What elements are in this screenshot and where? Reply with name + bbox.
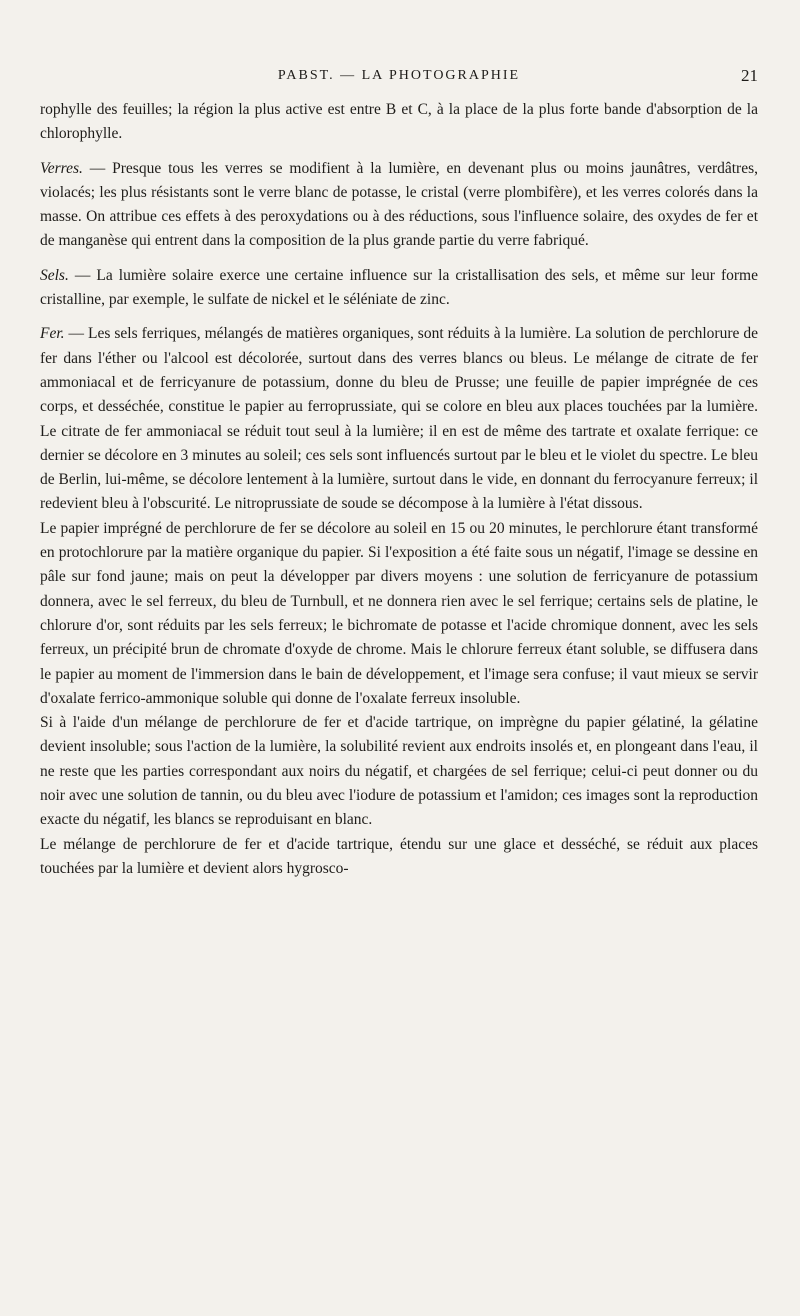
- paragraph-text: — Les sels ferriques, mélangés de matières organiques, sont réduits à la lumière. La solution de perchlorure de fer dans l'éther ou l'alcool est décolorée, surtout dans des verres blancs ou bleus. Le mélange de citrate de fer ammoniacal et de ferricyanure de potassium, donne du bleu de Prusse; une feuille de papier imprégnée de ces corps, et desséchée, constitue le papier au ferroprussiate, qui se colore en bleu aux places touchées par la lumière. Le citrate de fer ammoniacal se réduit tout seul à la lumière; il en est de même des tartrate et oxalate ferrique: ce dernier se décolore en 3 minutes au soleil; ces sels sont influencés surtout par le bleu et le violet du spectre. Le bleu de Berlin, lui-même, se décolore lentement à la lumière, surtout dans le vide, en donnant du ferrocyanure ferreux; il redevient bleu à l'obscurité. Le nitroprussiate de soude se décompose à la lumière à l'état dissous.: [40, 325, 758, 513]
- paragraph-perchlorure-paper: [40, 517, 758, 711]
- paragraph-gelatin-paper: [40, 711, 758, 832]
- paragraph-verres: [40, 157, 758, 254]
- page-number: 21: [741, 66, 758, 85]
- paragraph-text: — La lumière solaire exerce une certaine influence sur la cristallisation des sels, et même sur leur forme cristalline, par exemple, le sulfate de nickel et le séléniate de zinc.: [40, 266, 758, 309]
- paragraph-chlorophyll-continuation: [40, 98, 758, 147]
- paragraph-text: rophylle des feuilles; la région la plus active est entre B et C, à la place de la plus forte bande d'absorption de la chlorophylle.: [40, 101, 758, 143]
- running-header: [40, 66, 758, 90]
- body-text: [40, 98, 758, 881]
- paragraph-lead: Fer.: [40, 325, 65, 343]
- paragraph-glass-plate: [40, 833, 758, 882]
- running-title: PABST. — LA PHOTOGRAPHIE: [277, 68, 521, 83]
- paragraph-text: — Presque tous les verres se modifient à la lumière, en devenant plus ou moins jaunâtres, verdâtres, violacés; les plus résistants sont le verre blanc de potasse, le cristal (verre plombifère), et les verres colorés dans la masse. On attribue ces effets à des peroxydations ou à des réductions, sous l'influence solaire, des oxydes de fer et de manganèse qui entrent dans la composition de la plus grande partie du verre fabriqué.: [40, 159, 758, 250]
- paragraph-fer: [40, 322, 758, 516]
- paragraph-text: Si à l'aide d'un mélange de perchlorure de fer et d'acide tartrique, on imprègne du papier gélatiné, la gélatine devient insoluble; sous l'action de la lumière, la solubilité revient aux endroits insolés et, en plongeant dans l'eau, il ne reste que les parties correspondant aux noirs du négatif, et chargées de sel ferrique; celui-ci peut donner ou du noir avec une solution de tannin, ou du bleu avec l'iodure de potassium et l'amidon; ces images sont la reproduction exacte du négatif, les blancs se reproduisant en blanc.: [40, 714, 758, 829]
- paragraph-lead: Sels.: [40, 266, 69, 284]
- paragraph-sels: [40, 264, 758, 313]
- paragraph-text: Le mélange de perchlorure de fer et d'acide tartrique, étendu sur une glace et desséché, se réduit aux places touchées par la lumière et devient alors hygrosco-: [40, 835, 758, 877]
- paragraph-lead: Verres.: [40, 159, 83, 177]
- paragraph-text: Le papier imprégné de perchlorure de fer se décolore au soleil en 15 ou 20 minutes, le perchlorure étant transformé en protochlorure par la matière organique du papier. Si l'exposition a été faite sous un négatif, l'image se dessine en pâle sur fond jaune; mais on peut la développer par divers moyens : une solution de ferricyanure de potassium donnera, avec le sel ferreux, du bleu de Turnbull, et ne donnera rien avec le sel ferrique; certains sels de platine, le chlorure d'or, sont réduits par les sels ferreux; le bichromate de potasse et l'acide chromique donnent, avec les sels ferreux, un précipité brun de chromate d'oxyde de chrome. Mais le chlorure ferreux étant soluble, se diffusera dans le papier au moment de l'immersion dans le bain de développement, et l'image sera confuse; il vaut mieux se servir d'oxalate ferrico-ammonique soluble qui donne de l'oxalate ferreux insoluble.: [40, 519, 758, 707]
